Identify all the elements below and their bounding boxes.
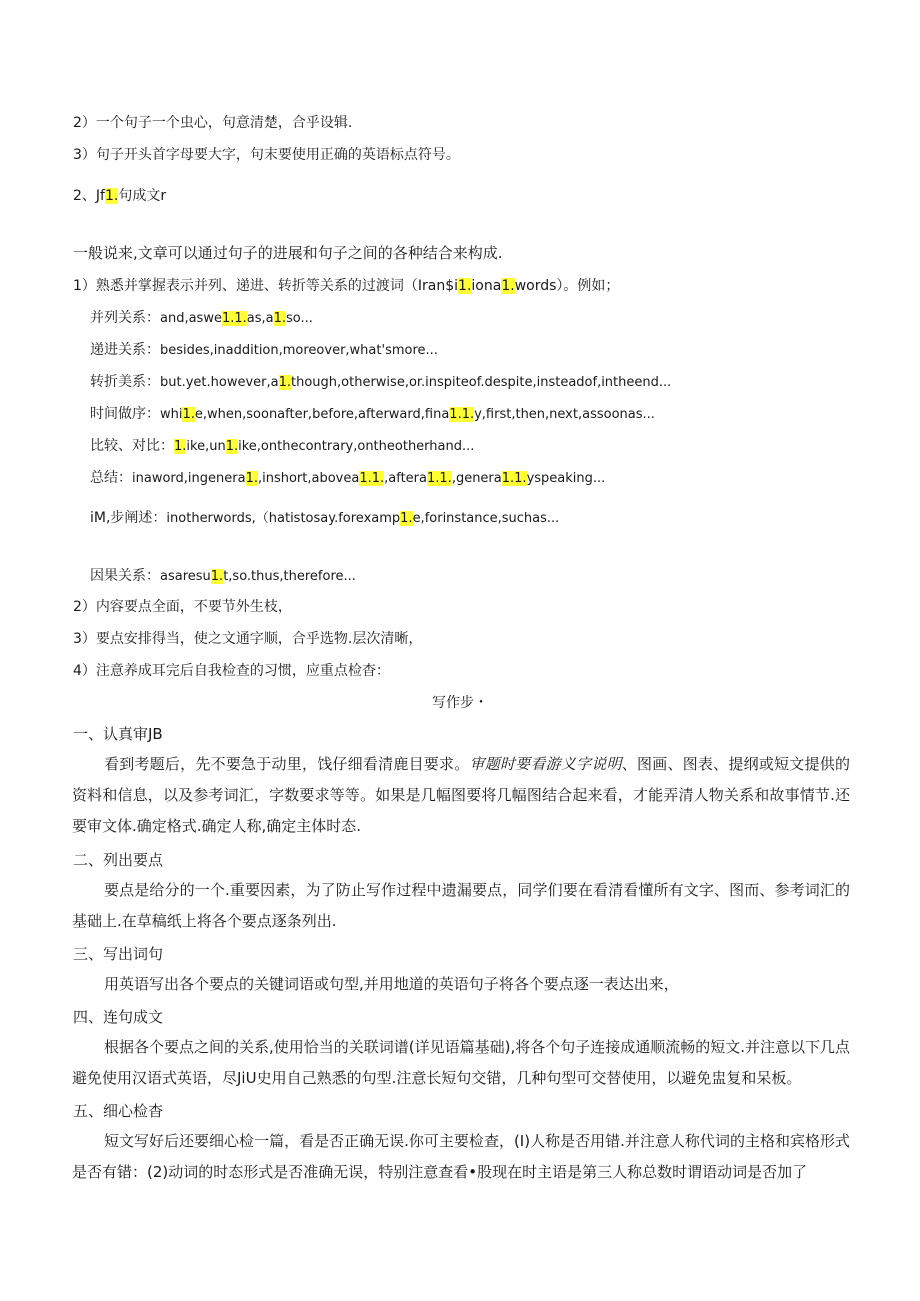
- highlight: 1.: [245, 471, 258, 486]
- section-2-title-b: 句成文r: [118, 188, 167, 204]
- point-1: [73, 276, 619, 296]
- step-1-italic: 审题时要看游义字说明: [469, 755, 622, 773]
- words-a: inotherwords,（hatistosay.forexamp: [166, 511, 401, 526]
- zhuan-zhe-row: [90, 372, 671, 393]
- category-label: 总结：: [90, 470, 132, 486]
- point-1-a: 1）熟悉并掌握表示并列、递进、转折等关系的过渡词（Iran$i: [73, 278, 459, 294]
- highlight: 1.: [210, 569, 224, 584]
- words-c: y,first,then,next,assoonas...: [474, 407, 655, 422]
- step-2-body: 要点是给分的一个.重要因素，为了防止写作过程中遗漏要点，同学们要在看清看懂所有文字、图而、参考词汇的基础上.在草稿纸上将各个要点逐条列出.: [72, 881, 850, 930]
- highlight: 1.: [458, 278, 472, 294]
- words-c: ,aftera: [384, 471, 427, 486]
- words-b: e,forinstance,suchas...: [412, 511, 560, 526]
- words-b: e,when,soonafter,before,afterward,fina: [194, 407, 450, 422]
- bing-lie-row: [90, 308, 313, 329]
- highlight: 1.: [174, 439, 187, 454]
- words-a: but.yet.however,a: [160, 375, 279, 390]
- step-5-body: 短文写好后还要细心检一篇，看是否正确无误.你可主要检查，(I)人称是否用错.并注意人称代词的主格和宾格形式是否有错：(2)动词的时态形式是否准确无误，特别注意查看•股现在时主语是第三人称总数时谓语动词是否加了: [72, 1132, 850, 1181]
- point-4: 4）注意养成耳完后自我检查的习惯，应重点检杳：: [73, 663, 390, 679]
- category-label: 递进关系：: [90, 342, 160, 358]
- step-1-body: [72, 749, 850, 842]
- words-a: whi: [160, 407, 183, 422]
- highlight: 1.: [501, 278, 515, 294]
- category-label: 并列关系：: [90, 310, 160, 326]
- intro-point-2: 2）一个句子一个虫心，句意清楚，合乎设辑.: [73, 115, 353, 131]
- step-4-body: 根据各个要点之间的关系,使用恰当的关联词谱(详见语篇基础),将各个句子连接成通顺流畅的短文.并注意以下几点 避免使用汉语式英语，尽JiU史用自己熟悉的句型.注意长短句交错，几种句型可交替使用，以避免盅复和呆板。: [72, 1038, 851, 1087]
- category-label: iM,步阐述：: [90, 510, 167, 526]
- highlight: 1.: [400, 511, 413, 526]
- category-label: 因果关系：: [90, 568, 160, 584]
- yin-guo-row: [90, 566, 356, 587]
- zong-jie-row: [90, 468, 605, 489]
- jin-bu-row: [90, 508, 559, 529]
- section-2-title: [73, 186, 166, 206]
- step-3-body: 用英语写出各个要点的关键词语或句型,并用地道的英语句子将各个要点逐一表达出来，: [104, 975, 679, 993]
- point-1-c: words）。例如；: [514, 278, 620, 294]
- step-1-title: 一、认真审JB: [73, 725, 163, 743]
- words-b: though,otherwise,or.inspiteof.despite,insteadof,intheend...: [291, 375, 672, 390]
- words-b: ,inshort,abovea: [257, 471, 360, 486]
- di-jin-row: [90, 340, 438, 361]
- words-a: asaresu: [160, 569, 211, 584]
- step-3-title: 三、写出词句: [73, 945, 164, 963]
- category-label: 时间做序：: [90, 406, 160, 422]
- highlight: 1.: [225, 439, 239, 454]
- highlight: 1.1.: [221, 311, 247, 326]
- highlight: 1.1.: [449, 407, 475, 422]
- words-c: so...: [286, 311, 313, 326]
- highlight: 1.: [182, 407, 195, 422]
- general-statement: 一般说来,文章可以通过句子的进展和句子之间的各种结合来构成.: [73, 244, 503, 262]
- point-2: 2）内容要点全面，不要节外生枝，: [73, 599, 292, 615]
- highlight: 1.: [104, 188, 119, 204]
- words-b: t,so.thus,therefore...: [223, 569, 356, 584]
- highlight: 1.: [278, 375, 292, 390]
- step-5-title: 五、细心检杳: [73, 1102, 164, 1120]
- highlight: 1.1.: [501, 471, 527, 486]
- point-3: 3）要点安排得当，使之文通字顺，合乎选物.层次清晰，: [73, 631, 423, 647]
- writing-steps-title: 写作步・: [432, 695, 488, 711]
- words-b: ike,onthecontrary,ontheotherhand...: [238, 439, 475, 454]
- section-2-title-a: 2、Jf: [73, 188, 105, 204]
- bi-jiao-row: [90, 436, 474, 457]
- words-a: inaword,ingenera: [132, 471, 246, 486]
- words-b: as,a: [246, 311, 274, 326]
- words-d: ,genera: [451, 471, 502, 486]
- step-2-title: 二、列出要点: [73, 851, 164, 869]
- step-1-text-b: 、图画、图表、提纲或短文提供的资料和信息，以及参考词汇，字数要求等等。如果是几幅图要将几幅图结合起来看，才能弄清人物关系和故事情节.还要审文体.确定格式.确定人称,确定主体时态.: [72, 755, 850, 835]
- highlight: 1.: [273, 311, 287, 326]
- intro-point-3: 3）句子开头首字母要大字，句末要使用正确的英语标点符号。: [73, 147, 460, 163]
- category-label: 转折美系：: [90, 374, 160, 390]
- step-1-text-a: 看到考题后，先不要急于动里，饯仔细看清鹿目要求。: [104, 755, 470, 773]
- shi-jian-row: [90, 404, 655, 425]
- highlight: 1.1.: [427, 471, 452, 486]
- words: besides,inaddition,moreover,what'smore...: [160, 343, 438, 358]
- step-4-title: 四、连句成文: [73, 1008, 164, 1026]
- point-1-b: iona: [471, 278, 502, 294]
- highlight: 1.1.: [359, 471, 385, 486]
- words-a: and,aswe: [160, 311, 222, 326]
- words-e: yspeaking...: [526, 471, 606, 486]
- category-label: 比较、对比：: [90, 438, 174, 454]
- words-a: ike,un: [186, 439, 226, 454]
